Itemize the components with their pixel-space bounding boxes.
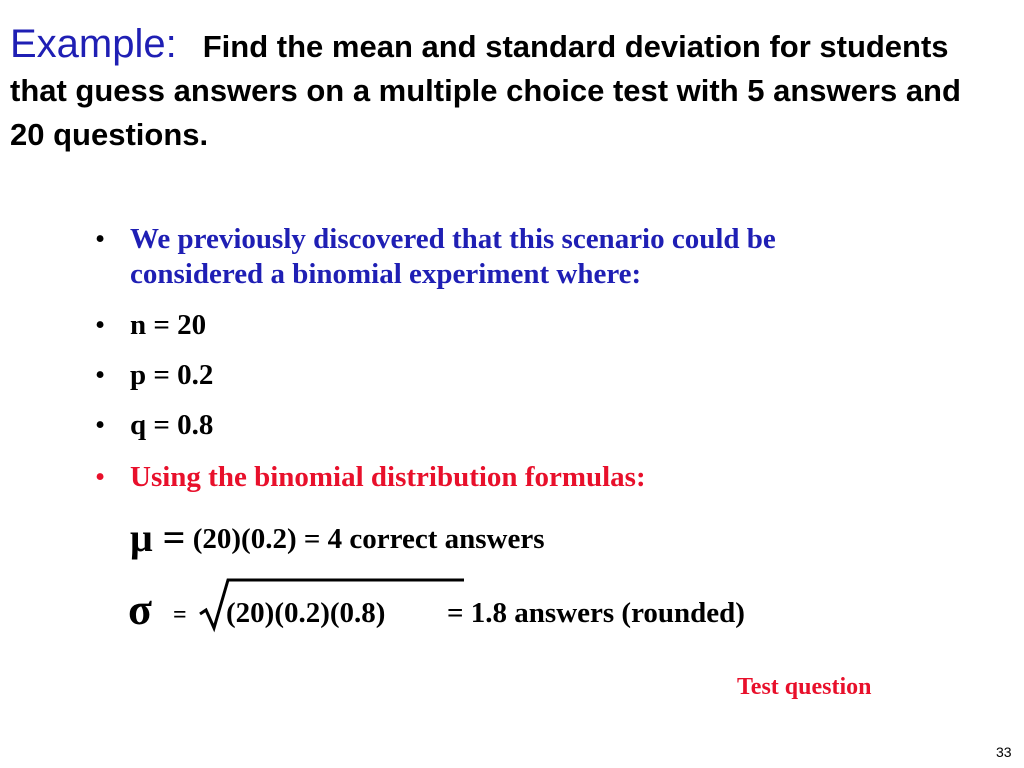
sd-radicand: (20)(0.2)(0.8) bbox=[226, 597, 386, 629]
mu-symbol: μ = bbox=[130, 515, 186, 560]
sd-result: = 1.8 answers (rounded) bbox=[447, 597, 745, 629]
bullet-text: We previously discovered that this scenario could be considered a binomial experiment where: bbox=[130, 223, 776, 290]
bullet-marker: • bbox=[95, 223, 106, 255]
title-label: Example: bbox=[10, 22, 177, 66]
bullet-marker: • bbox=[95, 359, 106, 391]
bullet-text: p = 0.2 bbox=[130, 359, 214, 391]
bullet-marker: • bbox=[95, 461, 106, 493]
sigma-symbol: σ bbox=[128, 585, 152, 634]
bullet-marker: • bbox=[95, 309, 106, 341]
bullet-marker: • bbox=[95, 409, 106, 441]
title-text: Find the mean and standard deviation for students that guess answers on a multiple choice test with 5 answers and 20 questions. bbox=[10, 29, 961, 152]
test-question-note: Test question bbox=[737, 674, 872, 700]
sd-equals: = bbox=[173, 602, 187, 628]
bullet-text: q = 0.8 bbox=[130, 409, 214, 441]
page-number: 33 bbox=[996, 744, 1012, 760]
bullet-text: Using the binomial distribution formulas: bbox=[130, 461, 646, 493]
slide-title bbox=[10, 22, 1000, 157]
mean-formula bbox=[130, 515, 545, 560]
sd-formula bbox=[128, 585, 152, 634]
bullet-text: n = 20 bbox=[130, 309, 207, 341]
mean-expression: (20)(0.2) = 4 correct answers bbox=[192, 523, 545, 555]
